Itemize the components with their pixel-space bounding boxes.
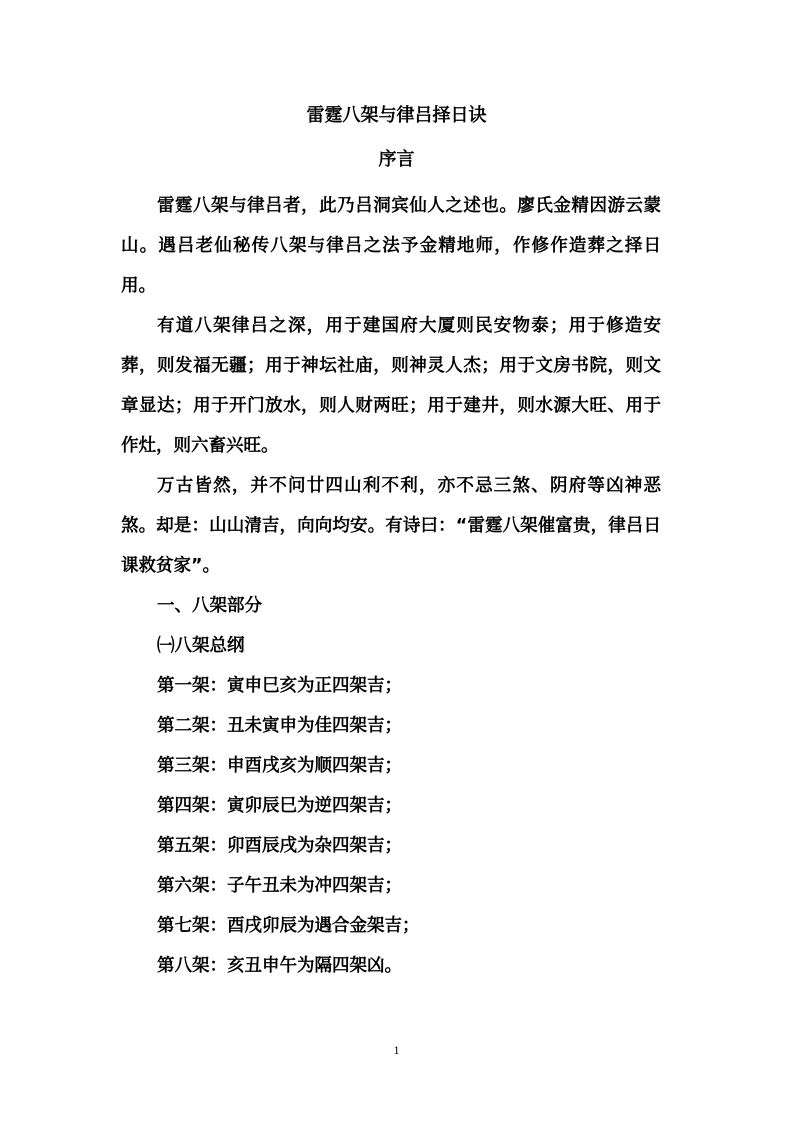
document-body [121,186,661,986]
preface-heading: 序言 [378,149,415,170]
frame-item: 第三架：申酉戌亥为顺四架吉； [157,756,402,776]
document-title: 雷霆八架与律吕择日诀 [306,105,487,126]
frame-item: 第二架：丑未寅申为佳四架吉； [157,716,402,736]
paragraph: 雷霆八架与律吕者，此乃吕洞宾仙人之述也。廖氏金精因游云蒙山。遇吕老仙秘传八架与律吕之法予金精地师，作修作造葬之择日用。 [121,196,661,296]
subsection-heading: ㈠八架总纲 [157,636,245,656]
frame-item: 第六架：子午丑未为冲四架吉； [157,876,402,896]
frame-item: 第八架：亥丑申午为隔四架凶。 [157,956,402,976]
paragraph: 有道八架律吕之深，用于建国府大厦则民安物泰；用于修造安葬，则发福无疆；用于神坛社庙，则神灵人杰；用于文房书院，则文章显达；用于开门放水，则人财两旺；用于建井，则水源大旺、用于作灶，则六畜兴旺。 [121,316,661,456]
frame-item: 第七架：酉戌卯辰为遇合金架吉； [157,916,420,936]
page-number: 1 [393,1043,400,1057]
frame-item: 第一架：寅申巳亥为正四架吉； [157,676,402,696]
frame-item: 第五架：卯酉辰戌为杂四架吉； [157,836,402,856]
section-heading: 一、八架部分 [157,596,262,616]
frame-item: 第四架：寅卯辰巳为逆四架吉； [157,796,402,816]
paragraph: 万古皆然，并不问廿四山利不利，亦不忌三煞、阴府等凶神恶煞。却是：山山清吉，向向均安。有诗曰：“雷霆八架催富贵，律吕日课救贫家”。 [121,476,661,576]
